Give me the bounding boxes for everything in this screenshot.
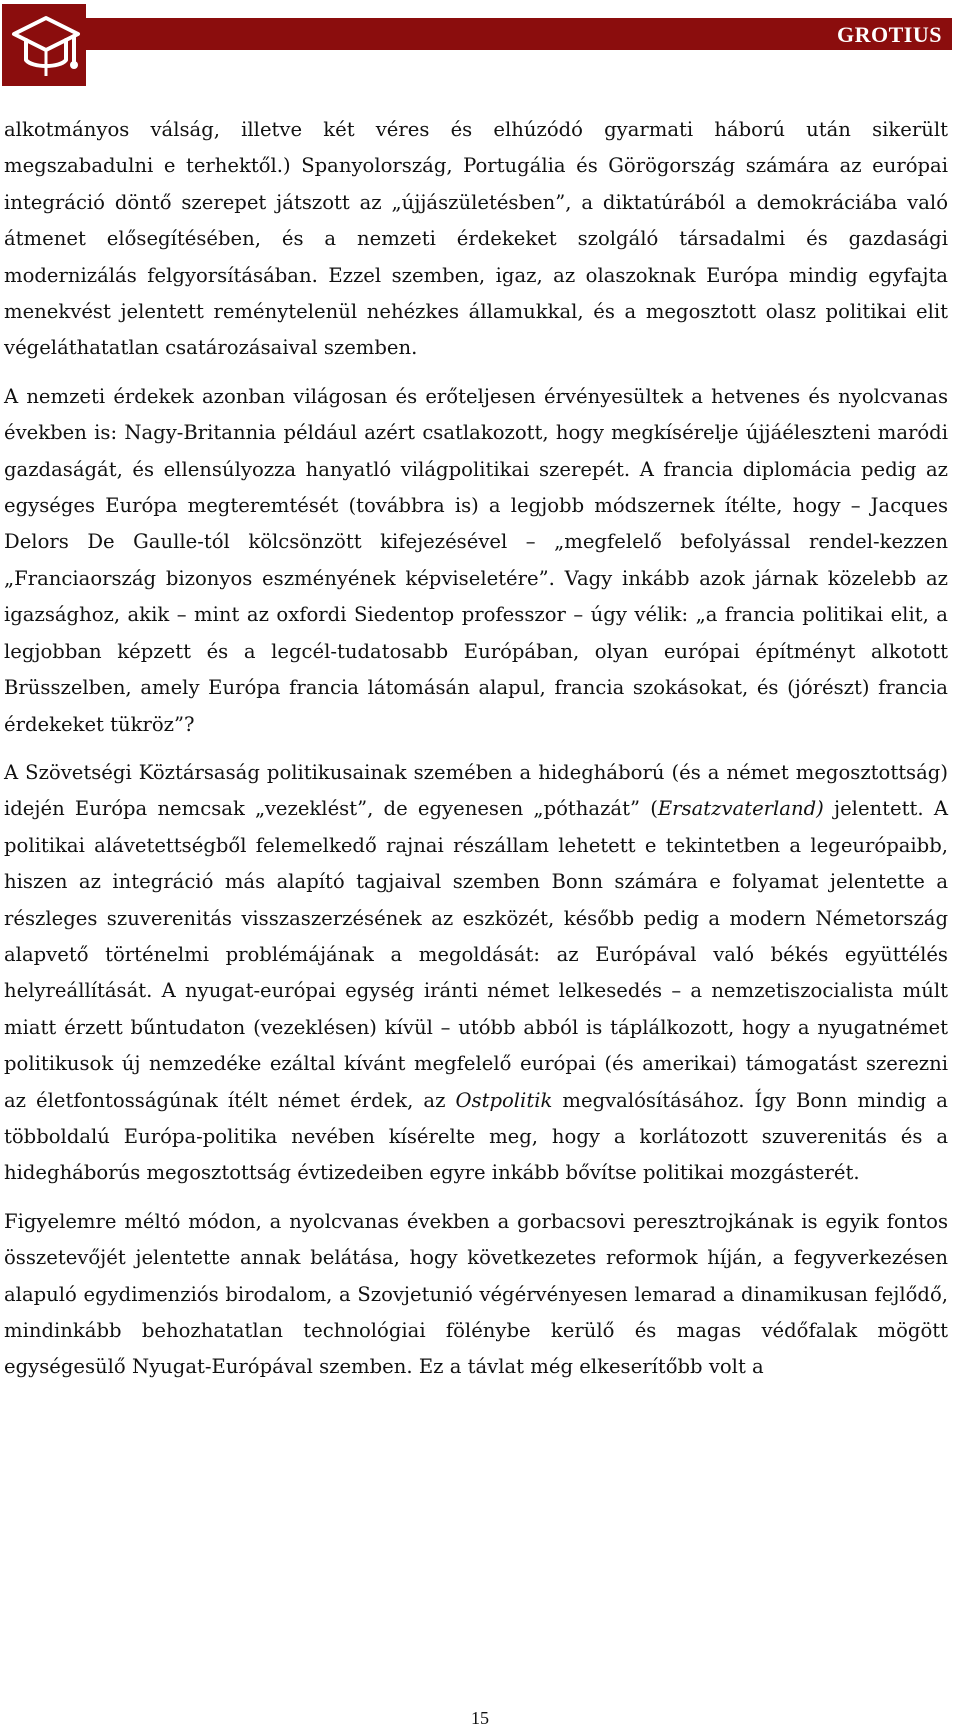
text-run: megvalósításához. Így Bonn mindig a többoldalú Európa-politika nevében kísérelte meg, hogy a korlátozott szuverenitás és a hidegháborús megosztottság évtizedeiben egyre inkább bővítse politikai mozgásterét. bbox=[4, 1088, 948, 1185]
italic-text: Ersatzvaterland) bbox=[657, 797, 824, 821]
text-run: A nemzeti érdekek azonban világosan és erőteljesen érvényesültek a hetvenes és nyolcvanas években is: Nagy-Britannia például azért csatlakozott, hogy megkísérelje újjáéleszteni maródi gazdaságát, és ellensúlyozza hanyatló világpolitikai szerepét. A francia diplomácia pedig az egységes Európa megteremtését (továbbra is) a legjobb módszernek ítélte, hogy – Jacques Delors De Gaulle-tól kölcsönzött kifejezésével – „megfelelő befolyással rendel-kezzen „Franciaország bizonyos eszményének képviseletére”. Vagy inkább azok járnak közelebb az igazsághoz, akik – mint az oxfordi Siedentop professzor – úgy vélik: „a francia politikai elit, a legjobban képzett és a legcél-tudatosabb Európában, olyan európai építményt alkotott Brüsszelben, amely Európa francia látomásán alapul, francia szokásokat, és (jórészt) francia érdekeket tükröz”? bbox=[4, 384, 948, 736]
text-run: alkotmányos válság, illetve két véres és elhúzódó gyarmati háború után sikerült megszabadulni e terhektől.) Spanyolország, Portugália és Görögország számára az európai integráció döntő szerepet játszott az „újjászületésben”, a diktatúrából a demokráciába való átmenet elősegítésében, és a nemzeti érdekeket szolgáló társadalmi és gazdasági modernizálás felgyorsításában. Ezzel szemben, igaz, az olaszoknak Európa mindig egyfajta menekvést jelentett reménytelenül nehézkes államukkal, és a megosztott olasz politikai elit végeláthatatlan csatározásaival szemben. bbox=[4, 118, 948, 360]
text-run: Figyelemre méltó módon, a nyolcvanas években a gorbacsovi peresztrojkának is egyik fontos összetevőjét jelentette annak belátása, hogy következetes reformok híján, a fegyverkezésen alapuló egydimenziós birodalom, a Szovjetunió végérvényesen lemarad a dinamikusan fejlődő, mindinkább behozhatatlan technológiai fölénybe kerülő és magas védőfalak mögött egységesülő Nyugat-Európával szemben. Ez a távlat még elkeserítőbb volt a bbox=[4, 1209, 948, 1379]
graduation-cap-logo-icon bbox=[2, 4, 86, 86]
article-body bbox=[4, 112, 948, 1398]
italic-text: Ostpolitik bbox=[455, 1088, 553, 1112]
paragraph bbox=[4, 755, 948, 1192]
page-header bbox=[0, 0, 960, 90]
paragraph bbox=[4, 1204, 948, 1386]
paragraph bbox=[4, 112, 948, 367]
text-run: A Szövetségi Köztársaság politikusainak szemében a hidegháború (és a német megosztottság) idején Európa nemcsak „vezeklést”, de egyenesen „póthazát” ( bbox=[4, 760, 948, 821]
page-number: 15 bbox=[471, 1708, 489, 1728]
paragraph bbox=[4, 379, 948, 743]
brand-title: GROTIUS bbox=[837, 22, 942, 47]
header-bar bbox=[86, 18, 952, 50]
text-run: jelentett. A politikai alávetettségből felemelkedő rajnai részállam lehetett e tekintetben a legeurópaibb, hiszen az integráció más alapító tagjaival szemben Bonn számára e folyamat jelentette a részleges szuverenitás visszaszerzésének az eszközét, később pedig a modern Németország alapvető történelmi problémájának a megoldását: az Európával való békés együttélés helyreállítását. A nyugat-európai egység iránti német lelkesedés – a nemzetiszocialista múlt miatt érzett bűntudaton (vezeklésen) kívül – utóbb abból is táplálkozott, hogy a nyugatnémet politikusok új nemzedéke ezáltal kívánt megfelelő európai (és amerikai) támogatást szerezni az életfontosságúnak ítélt német érdek, az bbox=[4, 797, 948, 1112]
